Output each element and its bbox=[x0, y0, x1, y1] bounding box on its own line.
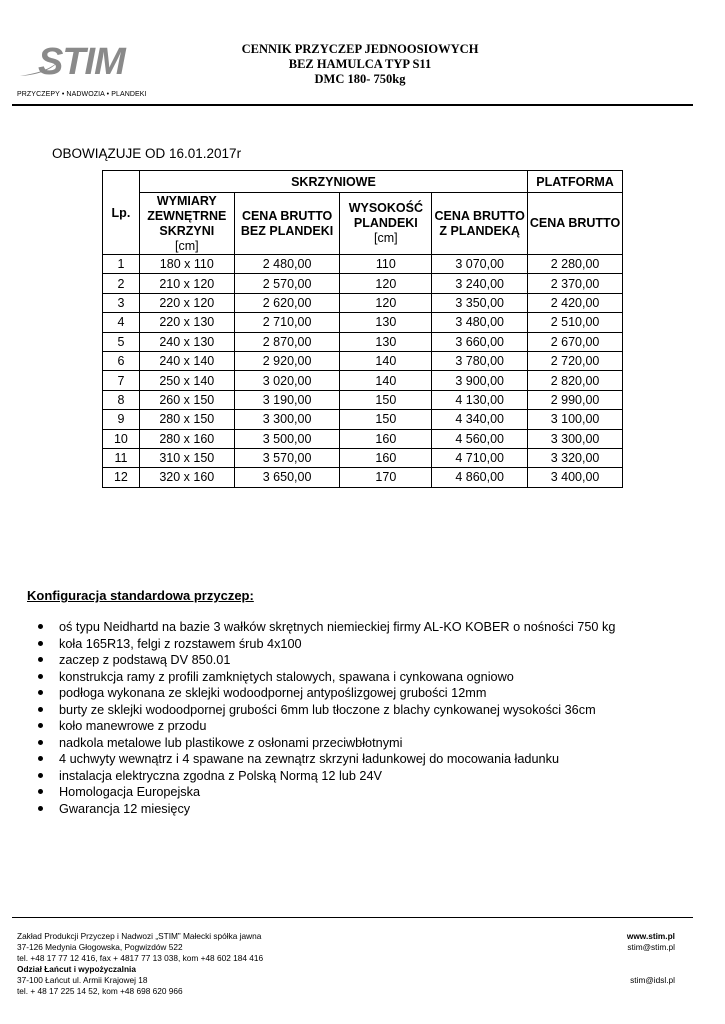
cell-cena-z: 3 240,00 bbox=[432, 274, 528, 293]
list-item bbox=[38, 636, 615, 653]
title-line-1: CENNIK PRZYCZEP JEDNOOSIOWYCH bbox=[241, 42, 479, 56]
cell-cena-bez: 2 870,00 bbox=[234, 332, 340, 351]
list-item-text: burty ze sklejki wodoodpornej grubości 6mm lub tłoczone z blachy cynkowanej wysokości 36cm bbox=[59, 702, 596, 717]
footer-website[interactable]: www.stim.pl bbox=[626, 931, 675, 941]
list-item bbox=[38, 801, 615, 818]
price-table-body bbox=[103, 255, 623, 488]
col-wymiary-label: WYMIARY ZEWNĘTRNE SKRZYNI bbox=[147, 193, 227, 238]
cell-wysokosc: 140 bbox=[340, 371, 432, 390]
footer-email[interactable]: stim@stim.pl bbox=[627, 942, 675, 952]
table-row bbox=[103, 429, 623, 448]
bullet-icon bbox=[38, 707, 43, 712]
config-list bbox=[38, 619, 615, 817]
cell-wymiary: 180 x 110 bbox=[139, 255, 234, 274]
list-item-text: konstrukcja ramy z profili zamkniętych stalowych, spawana i cynkowana ogniowo bbox=[59, 669, 514, 684]
cell-platforma: 2 990,00 bbox=[528, 390, 623, 409]
col-lp: Lp. bbox=[103, 171, 140, 255]
list-item-text: Gwarancja 12 miesięcy bbox=[59, 801, 191, 816]
bullet-icon bbox=[38, 624, 43, 629]
table-row bbox=[103, 332, 623, 351]
table-row bbox=[103, 448, 623, 467]
cell-cena-z: 3 350,00 bbox=[432, 293, 528, 312]
list-item bbox=[38, 652, 615, 669]
cell-wymiary: 320 x 160 bbox=[139, 468, 234, 487]
table-row bbox=[103, 371, 623, 390]
cell-cena-z: 3 900,00 bbox=[432, 371, 528, 390]
cell-wymiary: 280 x 160 bbox=[139, 429, 234, 448]
footer-branch-address: 37-100 Łańcut ul. Armii Krajowej 18 bbox=[17, 975, 148, 985]
cell-wysokosc: 110 bbox=[340, 255, 432, 274]
cell-cena-z: 4 340,00 bbox=[432, 410, 528, 429]
col-platforma-cena: CENA BRUTTO bbox=[528, 193, 623, 255]
bullet-icon bbox=[38, 789, 43, 794]
cell-cena-bez: 3 190,00 bbox=[234, 390, 340, 409]
group-skrzyniowe: SKRZYNIOWE bbox=[139, 171, 527, 193]
title-line-2: BEZ HAMULCA TYP S11 bbox=[288, 57, 432, 71]
footer-branch-title: Odział Łańcut i wypożyczalnia bbox=[17, 964, 136, 974]
cell-cena-z: 4 130,00 bbox=[432, 390, 528, 409]
cell-cena-z: 3 780,00 bbox=[432, 351, 528, 370]
list-item-text: zaczep z podstawą DV 850.01 bbox=[59, 653, 231, 667]
list-item-text: 4 uchwyty wewnątrz i 4 spawane na zewnątrz skrzyni ładunkowej do mocowania ładunku bbox=[59, 752, 560, 766]
cell-wysokosc: 160 bbox=[340, 429, 432, 448]
col-cena-bez-plandeki: CENA BRUTTO BEZ PLANDEKI bbox=[234, 193, 340, 255]
cell-lp: 5 bbox=[103, 332, 140, 351]
cell-wysokosc: 130 bbox=[340, 313, 432, 332]
list-item bbox=[38, 685, 615, 702]
footer-right bbox=[627, 931, 675, 986]
cell-cena-bez: 3 650,00 bbox=[234, 468, 340, 487]
cell-platforma: 2 670,00 bbox=[528, 332, 623, 351]
bullet-icon bbox=[38, 756, 43, 761]
table-row bbox=[103, 293, 623, 312]
bullet-icon bbox=[38, 641, 43, 646]
cell-lp: 3 bbox=[103, 293, 140, 312]
cell-cena-bez: 2 920,00 bbox=[234, 351, 340, 370]
list-item bbox=[38, 784, 615, 801]
cell-platforma: 2 280,00 bbox=[528, 255, 623, 274]
table-row bbox=[103, 274, 623, 293]
valid-from: OBOWIĄZUJE OD 16.01.2017r bbox=[52, 146, 242, 161]
bullet-icon bbox=[38, 723, 43, 728]
col-wymiary-unit: [cm] bbox=[174, 238, 199, 253]
cell-wymiary: 280 x 150 bbox=[139, 410, 234, 429]
cell-cena-bez: 3 500,00 bbox=[234, 429, 340, 448]
cell-wymiary: 260 x 150 bbox=[139, 390, 234, 409]
page-title bbox=[215, 42, 505, 87]
cell-wysokosc: 120 bbox=[340, 274, 432, 293]
list-item-text: instalacja elektryczna zgodna z Polską Normą 12 lub 24V bbox=[59, 768, 382, 783]
list-item bbox=[38, 751, 615, 768]
cell-wysokosc: 150 bbox=[340, 410, 432, 429]
footer-address: 37-126 Medynia Głogowska, Pogwizdów 522 bbox=[17, 942, 183, 952]
footer-divider bbox=[12, 917, 693, 918]
cell-wysokosc: 160 bbox=[340, 448, 432, 467]
cell-lp: 7 bbox=[103, 371, 140, 390]
cell-lp: 11 bbox=[103, 448, 140, 467]
footer-left bbox=[17, 931, 263, 997]
cell-wysokosc: 120 bbox=[340, 293, 432, 312]
cell-wymiary: 210 x 120 bbox=[139, 274, 234, 293]
cell-platforma: 3 400,00 bbox=[528, 468, 623, 487]
cell-wymiary: 240 x 140 bbox=[139, 351, 234, 370]
cell-cena-z: 4 560,00 bbox=[432, 429, 528, 448]
cell-lp: 4 bbox=[103, 313, 140, 332]
title-line-3: DMC 180- 750kg bbox=[314, 72, 406, 86]
bullet-icon bbox=[38, 690, 43, 695]
col-cena-z-plandeka: CENA BRUTTO Z PLANDEKĄ bbox=[432, 193, 528, 255]
list-item-text: koło manewrowe z przodu bbox=[59, 719, 207, 733]
table-row bbox=[103, 313, 623, 332]
list-item bbox=[38, 735, 615, 752]
bullet-icon bbox=[38, 773, 43, 778]
list-item-text: Homologacja Europejska bbox=[59, 785, 201, 799]
cell-cena-bez: 2 620,00 bbox=[234, 293, 340, 312]
col-wysokosc-label: WYSOKOŚĆ PLANDEKI bbox=[348, 201, 423, 230]
cell-platforma: 2 820,00 bbox=[528, 371, 623, 390]
cell-lp: 9 bbox=[103, 410, 140, 429]
col-wysokosc-unit: [cm] bbox=[374, 231, 398, 245]
list-item-text: oś typu Neidhartd na bazie 3 wałków skrętnych niemieckiej firmy AL-KO KOBER o nośności 750 kg bbox=[59, 620, 616, 634]
cell-cena-bez: 2 480,00 bbox=[234, 255, 340, 274]
footer-branch-phones: tel. + 48 17 225 14 52, kom +48 698 620 966 bbox=[17, 986, 183, 996]
config-title: Konfiguracja standardowa przyczep: bbox=[27, 588, 254, 603]
table-row bbox=[103, 255, 623, 274]
cell-platforma: 3 320,00 bbox=[528, 448, 623, 467]
price-table bbox=[102, 170, 623, 488]
cell-wymiary: 220 x 130 bbox=[139, 313, 234, 332]
cell-wymiary: 220 x 120 bbox=[139, 293, 234, 312]
col-wysokosc bbox=[340, 193, 432, 255]
cell-lp: 6 bbox=[103, 351, 140, 370]
list-item bbox=[38, 619, 615, 636]
list-item-text: podłoga wykonana ze sklejki wodoodpornej antypoślizgowej grubości 12mm bbox=[59, 686, 487, 700]
footer-email-2[interactable]: stim@idsl.pl bbox=[630, 975, 675, 985]
cell-cena-bez: 3 570,00 bbox=[234, 448, 340, 467]
cell-cena-bez: 2 570,00 bbox=[234, 274, 340, 293]
cell-cena-bez: 3 020,00 bbox=[234, 371, 340, 390]
cell-platforma: 3 300,00 bbox=[528, 429, 623, 448]
stim-logo bbox=[18, 40, 148, 80]
cell-platforma: 3 100,00 bbox=[528, 410, 623, 429]
list-item-text: nadkola metalowe lub plastikowe z osłonami przeciwbłotnymi bbox=[59, 735, 403, 750]
cell-wymiary: 240 x 130 bbox=[139, 332, 234, 351]
cell-wysokosc: 170 bbox=[340, 468, 432, 487]
cell-lp: 1 bbox=[103, 255, 140, 274]
col-wymiary bbox=[139, 193, 234, 255]
cell-platforma: 2 510,00 bbox=[528, 313, 623, 332]
cell-cena-z: 4 710,00 bbox=[432, 448, 528, 467]
footer-company: Zakład Produkcji Przyczep i Nadwozi „STIM” Małecki spółka jawna bbox=[17, 931, 262, 941]
cell-platforma: 2 420,00 bbox=[528, 293, 623, 312]
cell-cena-bez: 2 710,00 bbox=[234, 313, 340, 332]
logo-text: STIM bbox=[38, 41, 125, 80]
table-row bbox=[103, 410, 623, 429]
list-item-text: koła 165R13, felgi z rozstawem śrub 4x100 bbox=[59, 636, 302, 651]
cell-wysokosc: 140 bbox=[340, 351, 432, 370]
cell-wymiary: 310 x 150 bbox=[139, 448, 234, 467]
list-item bbox=[38, 768, 615, 785]
cell-wysokosc: 130 bbox=[340, 332, 432, 351]
list-item bbox=[38, 669, 615, 686]
cell-lp: 12 bbox=[103, 468, 140, 487]
list-item bbox=[38, 718, 615, 735]
cell-platforma: 2 720,00 bbox=[528, 351, 623, 370]
cell-wysokosc: 150 bbox=[340, 390, 432, 409]
list-item bbox=[38, 702, 615, 719]
logo-tagline: PRZYCZEPY • NADWOZIA • PLANDEKI bbox=[17, 91, 147, 98]
table-row bbox=[103, 390, 623, 409]
footer-phones: tel. +48 17 77 12 416, fax + 4817 77 13 038, kom +48 602 184 416 bbox=[17, 953, 264, 963]
bullet-icon bbox=[38, 740, 43, 745]
bullet-icon bbox=[38, 657, 43, 662]
cell-cena-z: 3 480,00 bbox=[432, 313, 528, 332]
bullet-icon bbox=[38, 674, 43, 679]
cell-platforma: 2 370,00 bbox=[528, 274, 623, 293]
cell-wymiary: 250 x 140 bbox=[139, 371, 234, 390]
cell-cena-z: 3 660,00 bbox=[432, 332, 528, 351]
cell-cena-z: 3 070,00 bbox=[432, 255, 528, 274]
group-platforma: PLATFORMA bbox=[528, 171, 623, 193]
cell-lp: 8 bbox=[103, 390, 140, 409]
cell-cena-z: 4 860,00 bbox=[432, 468, 528, 487]
table-row bbox=[103, 468, 623, 487]
cell-cena-bez: 3 300,00 bbox=[234, 410, 340, 429]
header-divider bbox=[12, 104, 693, 106]
table-row bbox=[103, 351, 623, 370]
cell-lp: 2 bbox=[103, 274, 140, 293]
bullet-icon bbox=[38, 806, 43, 811]
cell-lp: 10 bbox=[103, 429, 140, 448]
